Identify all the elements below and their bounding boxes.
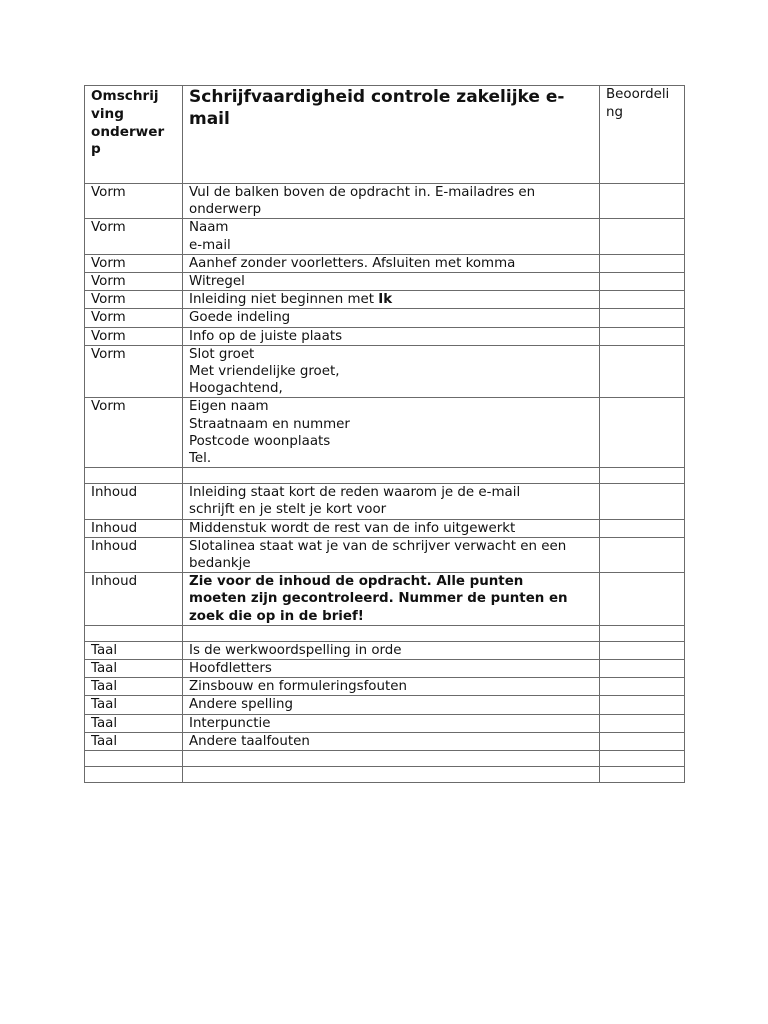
- criterion-row: [85, 519, 685, 537]
- text-line: Andere taalfouten: [189, 733, 310, 749]
- text-line: Omschrij: [91, 88, 159, 104]
- empty-cell: [183, 767, 600, 783]
- criterion-row: [85, 537, 685, 572]
- category-label: Vorm: [91, 399, 126, 415]
- grade-cell[interactable]: [600, 714, 685, 732]
- criterion-row: [85, 327, 685, 345]
- category-label: Inhoud: [91, 520, 138, 536]
- criterion-cell: [183, 398, 600, 468]
- grade-cell[interactable]: [600, 254, 685, 272]
- grade-cell[interactable]: [600, 184, 685, 219]
- empty-cell: [85, 767, 183, 783]
- category-label: Taal: [91, 697, 118, 713]
- empty-cell: [85, 751, 183, 767]
- category-label: Taal: [91, 715, 118, 731]
- text-line: Slotalinea staat wat je van de schrijver verwacht en een: [189, 538, 567, 554]
- text-line: Aanhef zonder voorletters. Afsluiten met komma: [189, 255, 516, 271]
- criterion-emphasis: Ik: [378, 292, 393, 308]
- category-cell: [85, 660, 183, 678]
- empty-row: [85, 468, 685, 484]
- text-line: moeten zijn gecontroleerd. Nummer de punten en: [189, 591, 568, 607]
- empty-cell: [600, 468, 685, 484]
- text-line: Info op de juiste plaats: [189, 328, 343, 344]
- header-row: [85, 86, 685, 184]
- category-cell: [85, 309, 183, 327]
- criterion-row: [85, 714, 685, 732]
- document-title-text: [189, 87, 564, 129]
- text-line: Postcode woonplaats: [189, 433, 331, 449]
- category-cell: [85, 641, 183, 659]
- empty-cell: [600, 767, 685, 783]
- criterion-cell: [183, 327, 600, 345]
- category-cell: [85, 519, 183, 537]
- text-line: ving: [91, 105, 124, 122]
- criterion-cell: [183, 519, 600, 537]
- criterion-row: [85, 660, 685, 678]
- grade-cell[interactable]: [600, 732, 685, 750]
- category-cell: [85, 732, 183, 750]
- category-cell: [85, 254, 183, 272]
- category-label: Taal: [91, 642, 118, 658]
- criterion-row: [85, 678, 685, 696]
- description-header: [85, 86, 183, 184]
- grade-cell[interactable]: [600, 519, 685, 537]
- text-line: Zinsbouw en formuleringsfouten: [189, 679, 407, 695]
- grade-cell[interactable]: [600, 345, 685, 398]
- criterion-cell: [183, 641, 600, 659]
- text-line: schrijft en je stelt je kort voor: [189, 502, 387, 518]
- criterion-cell: [183, 678, 600, 696]
- text-line: onderwerp: [189, 202, 262, 218]
- empty-row: [85, 625, 685, 641]
- empty-cell: [183, 468, 600, 484]
- rubric-table: [84, 85, 685, 783]
- category-label: Vorm: [91, 292, 126, 308]
- criterion-row: [85, 309, 685, 327]
- category-label: Inhoud: [91, 574, 138, 590]
- text-line: Naam: [189, 220, 229, 236]
- empty-cell: [600, 625, 685, 641]
- category-label: Vorm: [91, 346, 126, 362]
- text-line: Met vriendelijke groet,: [189, 364, 340, 380]
- category-label: Vorm: [91, 185, 126, 200]
- text-line: Middenstuk wordt de rest van de info uitgewerkt: [189, 520, 516, 536]
- grade-cell[interactable]: [600, 573, 685, 626]
- category-label: Taal: [91, 733, 118, 749]
- empty-row: [85, 751, 685, 767]
- grade-cell[interactable]: [600, 484, 685, 519]
- category-cell: [85, 184, 183, 219]
- text-line: Andere spelling: [189, 697, 293, 713]
- criterion-row: [85, 219, 685, 254]
- criterion-row: [85, 273, 685, 291]
- text-line: e-mail: [189, 237, 231, 253]
- category-cell: [85, 484, 183, 519]
- category-cell: [85, 273, 183, 291]
- description-header-text: [91, 88, 164, 157]
- criterion-cell: [183, 309, 600, 327]
- criterion-row: [85, 484, 685, 519]
- text-line: Is de werkwoordspelling in orde: [189, 642, 402, 658]
- category-cell: [85, 345, 183, 398]
- category-cell: [85, 219, 183, 254]
- grade-cell[interactable]: [600, 537, 685, 572]
- text-line: Schrijfvaardigheid controle zakelijke e-: [189, 87, 565, 107]
- criterion-row: [85, 641, 685, 659]
- grade-cell[interactable]: [600, 678, 685, 696]
- criterion-row: [85, 732, 685, 750]
- grade-cell[interactable]: [600, 219, 685, 254]
- category-label: Inhoud: [91, 538, 138, 554]
- criterion-row: [85, 573, 685, 626]
- criterion-cell: [183, 219, 600, 254]
- text-line: Tel.: [189, 451, 212, 467]
- text-line: Hoogachtend,: [189, 381, 283, 397]
- text-line: Zie voor de inhoud de opdracht. Alle punten: [189, 574, 524, 590]
- category-label: Vorm: [91, 328, 126, 344]
- category-label: Vorm: [91, 255, 126, 271]
- category-label: Taal: [91, 679, 118, 695]
- category-cell: [85, 398, 183, 468]
- grade-cell[interactable]: [600, 696, 685, 714]
- category-label: Vorm: [91, 274, 126, 290]
- criterion-cell: [183, 345, 600, 398]
- text-line: Inleiding staat kort de reden waarom je de e-mail: [189, 485, 521, 501]
- empty-cell: [600, 751, 685, 767]
- criterion-row: [85, 398, 685, 468]
- grade-cell[interactable]: [600, 641, 685, 659]
- text-line: Witregel: [189, 274, 245, 290]
- text-line: zoek die op in de brief!: [189, 608, 364, 624]
- criterion-cell: [183, 291, 600, 309]
- criterion-row: [85, 696, 685, 714]
- category-label: Vorm: [91, 220, 126, 236]
- text-line: Hoofdletters: [189, 661, 272, 677]
- text-line: Goede indeling: [189, 310, 291, 326]
- grade-header-text: [606, 87, 669, 120]
- criterion-cell: [183, 254, 600, 272]
- category-label: Inhoud: [91, 485, 138, 501]
- category-cell: [85, 696, 183, 714]
- criterion-cell: [183, 696, 600, 714]
- grade-cell[interactable]: [600, 273, 685, 291]
- text-line: ng: [606, 104, 623, 120]
- criterion-cell: [183, 537, 600, 572]
- grade-cell[interactable]: [600, 327, 685, 345]
- criterion-cell: [183, 184, 600, 219]
- category-label: Taal: [91, 661, 118, 677]
- category-cell: [85, 327, 183, 345]
- text-line: Interpunctie: [189, 715, 271, 731]
- grade-cell[interactable]: [600, 309, 685, 327]
- category-cell: [85, 678, 183, 696]
- text-line: onderwer: [91, 123, 165, 140]
- rubric-body: [85, 86, 685, 783]
- empty-row: [85, 767, 685, 783]
- category-label: Vorm: [91, 310, 126, 326]
- grade-cell[interactable]: [600, 291, 685, 309]
- text-line: p: [91, 141, 101, 158]
- criterion-row: [85, 345, 685, 398]
- criterion-cell: [183, 732, 600, 750]
- criterion-cell: [183, 660, 600, 678]
- grade-cell[interactable]: [600, 660, 685, 678]
- document-title: [183, 86, 600, 184]
- criterion-cell: [183, 484, 600, 519]
- category-cell: [85, 573, 183, 626]
- text-line: Straatnaam en nummer: [189, 416, 350, 432]
- text-line: Beoordeli: [606, 87, 670, 102]
- category-cell: [85, 714, 183, 732]
- grade-header: [600, 86, 685, 184]
- text-line: mail: [189, 109, 230, 129]
- text-line: Slot groet: [189, 346, 255, 362]
- text-line: Eigen naam: [189, 399, 269, 415]
- empty-cell: [183, 751, 600, 767]
- empty-cell: [183, 625, 600, 641]
- criterion-cell: [183, 273, 600, 291]
- text-line: bedankje: [189, 556, 251, 572]
- criterion-text: Inleiding niet beginnen met: [189, 292, 379, 308]
- empty-cell: [85, 625, 183, 641]
- criterion-row: [85, 291, 685, 309]
- criterion-cell: [183, 714, 600, 732]
- category-cell: [85, 537, 183, 572]
- category-cell: [85, 291, 183, 309]
- grade-cell[interactable]: [600, 398, 685, 468]
- text-line: Vul de balken boven de opdracht in. E-mailadres en: [189, 185, 536, 200]
- criterion-row: [85, 184, 685, 219]
- criterion-cell: [183, 573, 600, 626]
- empty-cell: [85, 468, 183, 484]
- criterion-row: [85, 254, 685, 272]
